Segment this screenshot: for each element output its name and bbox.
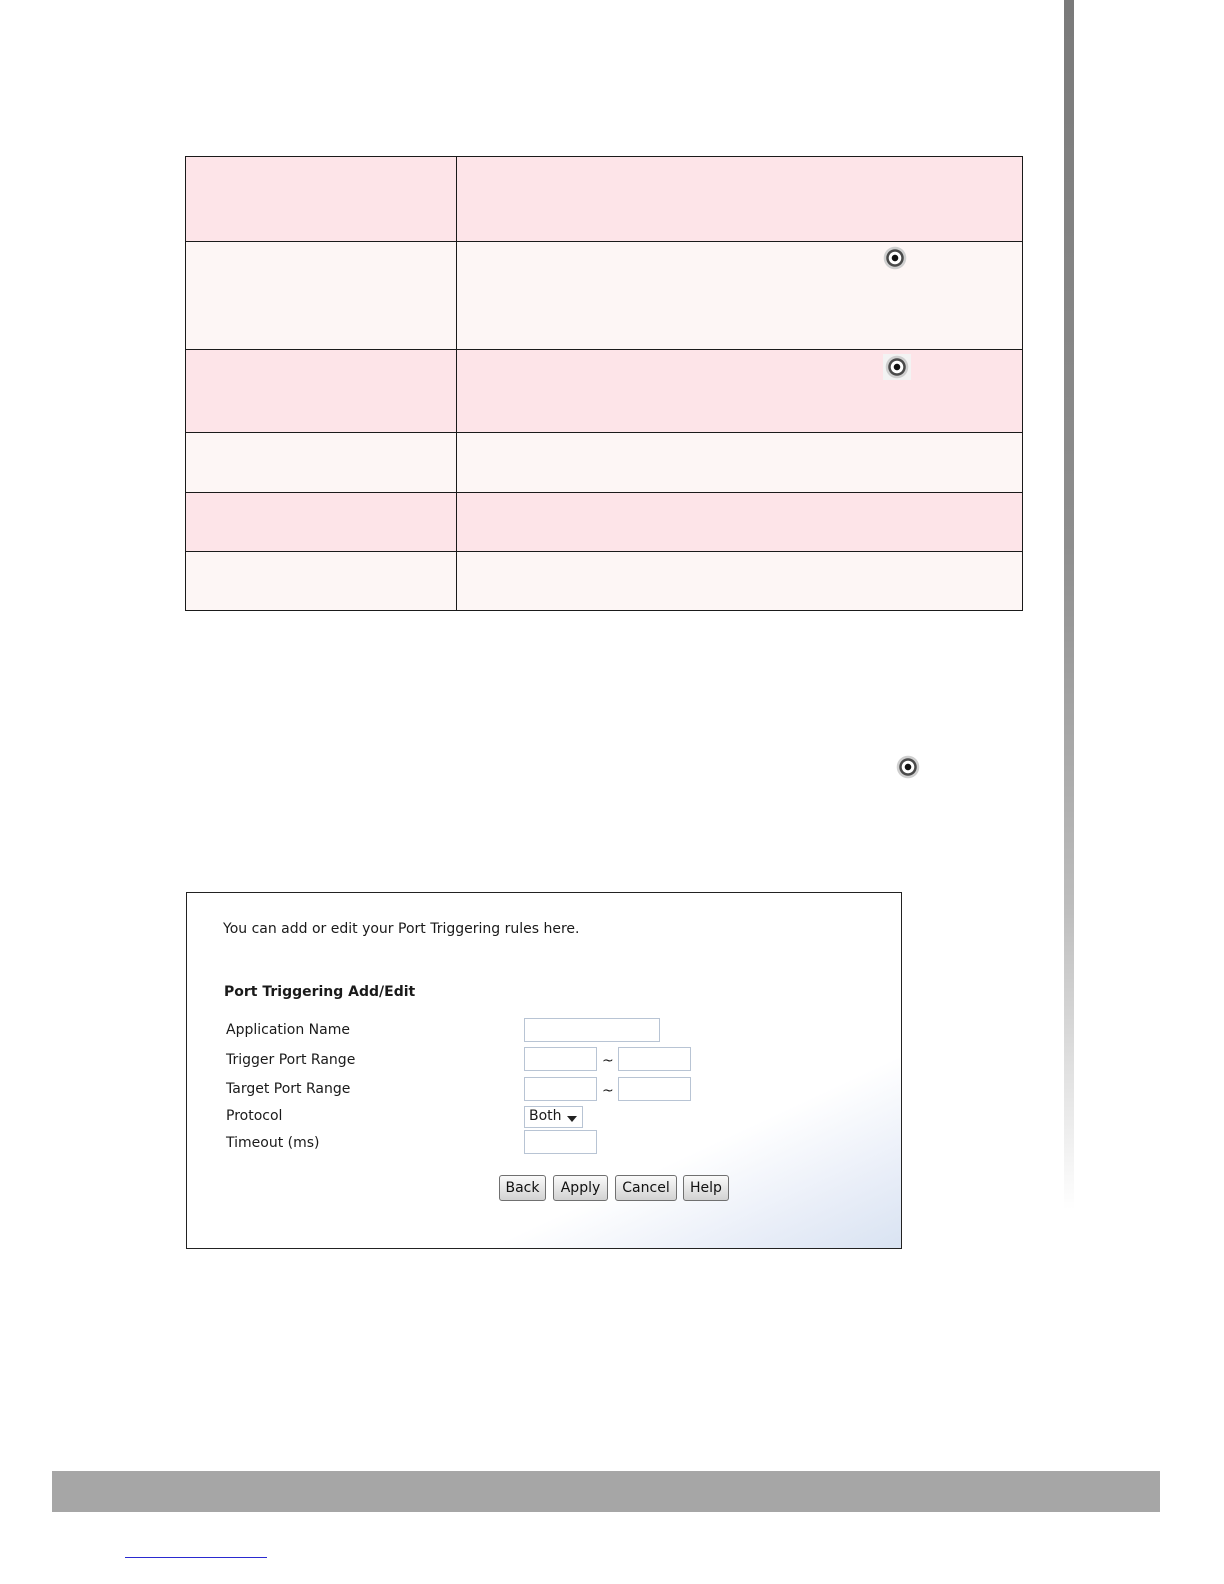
table-cell xyxy=(457,493,1023,552)
protocol-select[interactable] xyxy=(524,1106,583,1128)
table-cell xyxy=(186,242,457,350)
table-row xyxy=(186,552,1023,611)
table-row xyxy=(186,493,1023,552)
table-cell xyxy=(186,493,457,552)
table-cell xyxy=(457,242,1023,350)
table-row xyxy=(186,242,1023,350)
target-port-range-label: Target Port Range xyxy=(226,1081,351,1097)
protocol-selected-value: Both xyxy=(529,1108,562,1124)
table-cell xyxy=(186,552,457,611)
table-row xyxy=(186,433,1023,493)
trigger-port-end-input[interactable] xyxy=(618,1047,691,1071)
table-cell xyxy=(186,433,457,493)
intro-text: You can add or edit your Port Triggering rules here. xyxy=(223,921,580,937)
radio-button-icon xyxy=(896,755,920,779)
parameter-table xyxy=(185,156,1023,611)
trigger-port-start-input[interactable] xyxy=(524,1047,597,1071)
trigger-port-range-label: Trigger Port Range xyxy=(226,1052,356,1068)
back-button[interactable]: Back xyxy=(499,1175,546,1201)
radio-button-icon xyxy=(883,246,907,270)
port-triggering-screenshot xyxy=(186,892,902,1249)
timeout-input[interactable] xyxy=(524,1130,597,1154)
table-row xyxy=(186,350,1023,433)
range-separator: ~ xyxy=(602,1053,614,1069)
application-name-input[interactable] xyxy=(524,1018,660,1042)
side-decorative-rule xyxy=(1064,0,1074,1210)
table-row xyxy=(186,157,1023,242)
table-cell xyxy=(457,552,1023,611)
application-name-label: Application Name xyxy=(226,1022,350,1038)
range-separator: ~ xyxy=(602,1083,614,1099)
radio-button-icon xyxy=(883,354,911,380)
timeout-label: Timeout (ms) xyxy=(226,1135,320,1151)
table-cell xyxy=(457,157,1023,242)
chevron-down-icon xyxy=(567,1116,577,1122)
table-cell xyxy=(457,350,1023,433)
table-cell xyxy=(457,433,1023,493)
footer-link-underline xyxy=(125,1557,267,1558)
table-cell xyxy=(186,157,457,242)
target-port-start-input[interactable] xyxy=(524,1077,597,1101)
help-button[interactable]: Help xyxy=(683,1175,729,1201)
cancel-button[interactable]: Cancel xyxy=(615,1175,677,1201)
footer-bar xyxy=(52,1471,1160,1512)
table-cell xyxy=(186,350,457,433)
apply-button[interactable]: Apply xyxy=(553,1175,608,1201)
protocol-label: Protocol xyxy=(226,1108,283,1124)
section-heading: Port Triggering Add/Edit xyxy=(224,984,416,1000)
target-port-end-input[interactable] xyxy=(618,1077,691,1101)
